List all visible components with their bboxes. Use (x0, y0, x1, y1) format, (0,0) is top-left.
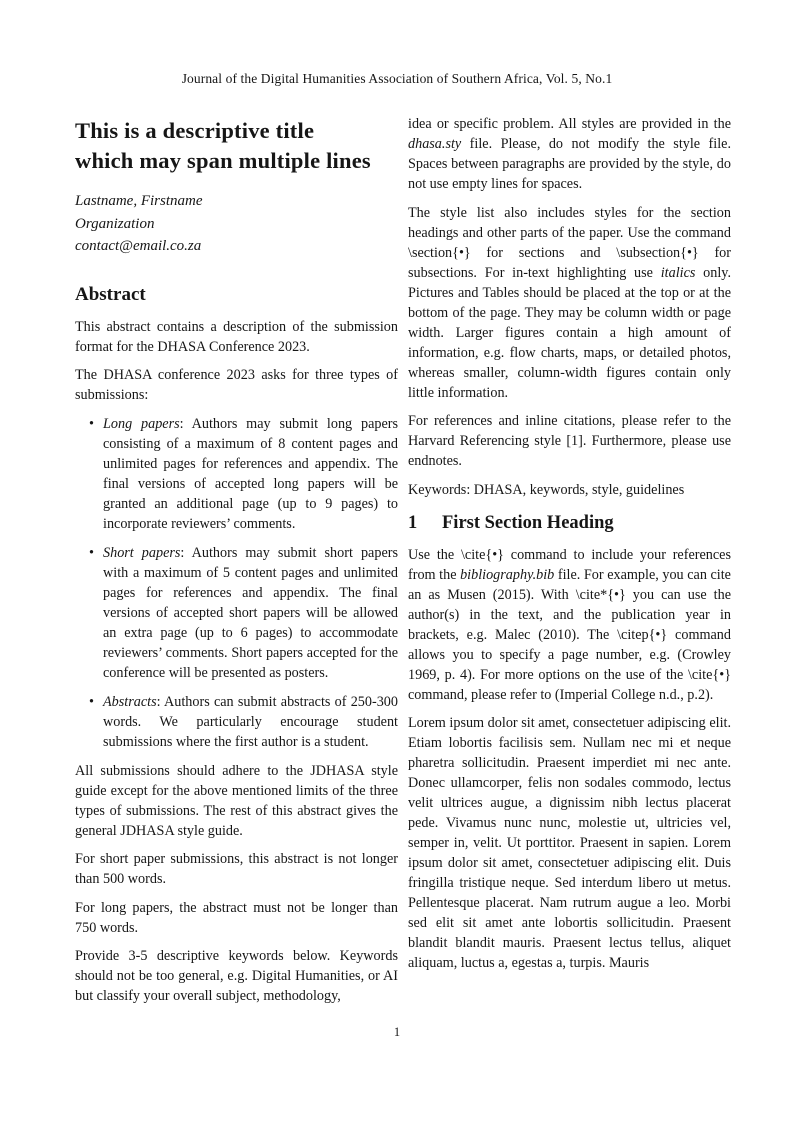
right-column (408, 114, 731, 1015)
author-name: Lastname, Firstname (75, 193, 203, 209)
paragraph-lorem-ipsum: Lorem ipsum dolor sit amet, consectetuer adipiscing elit. Etiam lobortis facilisis sem. Nullam nec mi et neque pharetra sollicitudin. Praesent imperdiet mi nec ante. Donec ullamcorper, felis non sodales commodo, lectus velit ultrices augue, a dignissim nibh lectus placerat pede. Vivamus nunc nunc, molestie ut, ultricies vel, semper in, velit. Ut porttitor. Praesent in sapien. Lorem ipsum dolor sit amet, consectetuer adipiscing elit. Duis fringilla tristique neque. Sed interdum libero ut metus. Pellentesque placerat. Nam rutrum augue a leo. Morbi sed elit sit amet ante lobortis sollicitudin. Praesent blandit blandit mauris. Praesent lectus tellus, aliquet aliquam, luctus a, egestas a, turpis. Mauris (408, 715, 731, 971)
paragraph-cite-commands: Use the \cite{•} command to include your references from the bibliography.bib file. For example, you can cite an as Musen (2015). With \cite*{•} you can use the author(s) in the text, and the publication year in brackets, e.g. Malec (2010). The \citep{•} command allows you to specify a page number, e.g. (Crowley 1969, p. 4). For more options on the use of the \cite{•} command, please refer to (Imperial College n.d., p.2). (408, 546, 731, 703)
bullet-text: : Authors may submit long papers consisting of a maximum of 8 content pages and unlimited pages for references and appendix. The final versions of accepted long papers will be granted an additional page (up to 9 pages) to incorporate reviewers’ comments. (103, 415, 398, 532)
section-number: 1 (408, 512, 418, 533)
author-email: contact@email.co.za (75, 238, 202, 254)
page-number: 1 (393, 1025, 401, 1039)
bullet-label: Short papers (103, 544, 181, 561)
bullet-label: Long papers (103, 415, 180, 432)
paper-title (75, 116, 398, 176)
bullet-text: : Authors can submit abstracts of 250-300 words. We particularly encourage student submissions where the first author is a student. (103, 693, 398, 750)
bullet-text: : Authors may submit short papers with a maximum of 5 content pages and unlimited pages for references and appendix. The final versions of accepted short papers will be allowed an extra page (up to 6 pages) to accommodate reviewers’ comments. Short papers accepted for the conference will be presented as posters. (103, 544, 398, 681)
paragraph-style-list: The style list also includes styles for the section headings and other parts of the paper. Use the command \section{•} for sections and \subsection{•} for subsections. For in-text highlighting use italics only. Pictures and Tables should be placed at the top or at the bottom of the page. They may be column width or page width. Larger figures contain a high amount of information, e.g. flow charts, maps, or detailed photos, whereas smaller, column-width figures contain only little information. (408, 204, 731, 401)
abstract-paragraph-adhere: All submissions should adhere to the JDHASA style guide except for the above mentioned limits of the three types of submissions. The rest of this abstract gives the general JDHASA style guide. (75, 762, 398, 839)
list-item-long-papers (103, 414, 398, 534)
abstract-heading: Abstract (75, 283, 146, 305)
list-item-short-papers (103, 543, 398, 683)
abstract-paragraph-short-limit: For short paper submissions, this abstract is not longer than 500 words. (75, 851, 398, 887)
section-1-heading-row (408, 513, 731, 534)
section-heading: First Section Heading (442, 512, 614, 533)
author-organization: Organization (75, 215, 155, 232)
list-item-abstracts (103, 692, 398, 752)
paper-title-line-2: which may span multiple lines (75, 148, 371, 173)
paper-title-line-1: This is a descriptive title (75, 118, 315, 143)
abstract-paragraph-long-limit: For long papers, the abstract must not be longer than 750 words. (75, 899, 398, 936)
abstract-paragraph-types: The DHASA conference 2023 asks for three types of submissions: (75, 367, 398, 403)
paragraph-style-file: idea or specific problem. All styles are provided in the dhasa.sty file. Please, do not modify the style file. Spaces between paragraphs are provided by the style, do not use empty lines for spaces. (408, 116, 731, 192)
left-column (75, 114, 398, 1015)
two-column-layout (75, 114, 732, 1015)
abstract-paragraph-keywords-note: Provide 3-5 descriptive keywords below. Keywords should not be too general, e.g. Digital Humanities, or AI but classify your overall subject, methodology, (75, 948, 398, 1004)
abstract-paragraph-intro: This abstract contains a description of the submission format for the DHASA Conference 2023. (75, 318, 398, 355)
keywords-line: Keywords: DHASA, keywords, style, guidelines (408, 481, 685, 498)
submission-types-list (75, 414, 398, 752)
running-header: Journal of the Digital Humanities Association of Southern Africa, Vol. 5, No.1 (181, 71, 613, 86)
paragraph-references: For references and inline citations, please refer to the Harvard Referencing style [1]. Furthermore, please use endnotes. (408, 413, 731, 469)
author-block (75, 190, 398, 258)
bullet-label: Abstracts (103, 693, 157, 710)
